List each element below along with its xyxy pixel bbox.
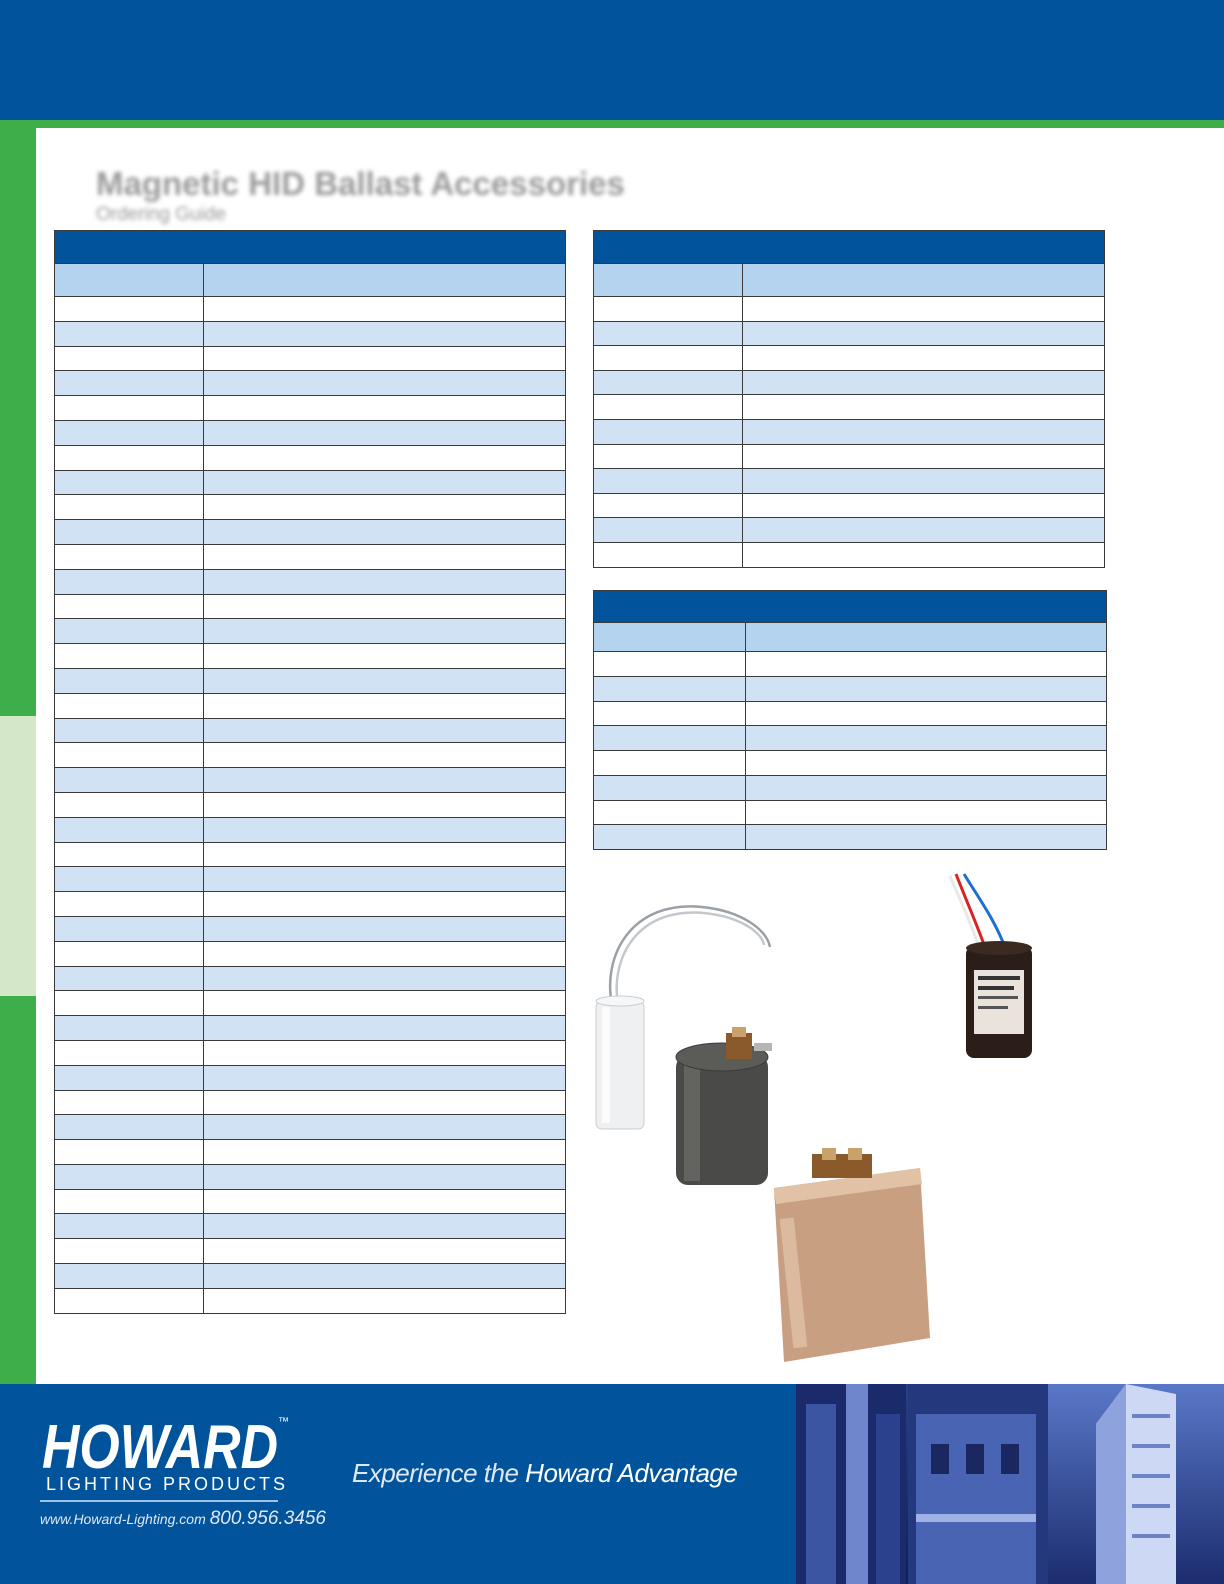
table-cell xyxy=(594,751,746,775)
table-cell xyxy=(204,1041,565,1065)
title-block xyxy=(96,164,625,226)
table-cell xyxy=(743,346,1104,370)
table-cell xyxy=(204,991,565,1015)
table-cell xyxy=(594,623,746,651)
table-cell xyxy=(55,371,204,395)
table-cell xyxy=(204,1115,565,1139)
table-row xyxy=(594,542,1104,567)
table-row xyxy=(55,594,565,619)
table-row xyxy=(55,1213,565,1238)
table-row xyxy=(594,701,1106,726)
table-row xyxy=(594,493,1104,518)
table-cell xyxy=(204,1214,565,1238)
table-row xyxy=(55,866,565,891)
table-cell xyxy=(55,570,204,594)
table-cell xyxy=(204,297,565,321)
top-banner xyxy=(0,0,1224,120)
table-cell xyxy=(204,793,565,817)
table-row xyxy=(594,444,1104,469)
side-tab-light xyxy=(0,716,36,996)
table-row xyxy=(594,468,1104,493)
table-row xyxy=(594,676,1106,701)
page-subtitle: Ordering Guide xyxy=(96,204,226,225)
table-cell xyxy=(55,867,204,891)
table-cell xyxy=(594,395,743,419)
table-cell xyxy=(594,702,746,726)
table-row xyxy=(594,824,1106,849)
table-cell xyxy=(55,1140,204,1164)
table-cell xyxy=(594,652,746,676)
table-cell xyxy=(55,967,204,991)
table-cell xyxy=(594,445,743,469)
table-cell xyxy=(594,322,743,346)
table-cell xyxy=(204,917,565,941)
table-row xyxy=(594,725,1106,750)
table-row xyxy=(55,321,565,346)
table-cell xyxy=(55,644,204,668)
table-cell xyxy=(204,545,565,569)
table-row xyxy=(594,345,1104,370)
table-cell xyxy=(55,1066,204,1090)
table-row xyxy=(55,1114,565,1139)
table-cell xyxy=(55,520,204,544)
table-cell xyxy=(594,371,743,395)
table-row xyxy=(594,800,1106,825)
footer-contact xyxy=(40,1508,326,1530)
logo-rule xyxy=(40,1500,278,1502)
table-cell xyxy=(594,726,746,750)
table-cell xyxy=(204,1016,565,1040)
table-cell xyxy=(55,768,204,792)
tagline-lead: Experience the xyxy=(352,1458,526,1488)
table-row xyxy=(55,817,565,842)
table-cell xyxy=(204,1190,565,1214)
table-header-row xyxy=(55,263,565,296)
lamp-ignitor-image xyxy=(940,870,1040,1065)
table-row xyxy=(55,1164,565,1189)
table-cell xyxy=(594,776,746,800)
table-cell xyxy=(594,469,743,493)
table-cell xyxy=(746,623,1106,651)
table-row xyxy=(55,470,565,495)
left-ordering-table xyxy=(54,230,566,1314)
table-cell xyxy=(55,669,204,693)
table-cell xyxy=(746,726,1106,750)
table-cell xyxy=(743,395,1104,419)
website-link[interactable]: www.Howard-Lighting.com xyxy=(40,1511,206,1527)
svg-text:HOWARD: HOWARD xyxy=(42,1413,278,1480)
table-cell xyxy=(55,942,204,966)
table-cell xyxy=(594,346,743,370)
table-cell xyxy=(55,264,204,296)
table-cell xyxy=(594,543,743,567)
table-cell xyxy=(743,543,1104,567)
side-tab-green-bottom xyxy=(0,996,36,1396)
table-row xyxy=(594,370,1104,395)
table-cell xyxy=(204,396,565,420)
table-cell xyxy=(55,1289,204,1313)
table-row xyxy=(594,419,1104,444)
table-cell xyxy=(55,1190,204,1214)
table-row xyxy=(594,651,1106,676)
table-row xyxy=(55,494,565,519)
table-cell xyxy=(746,652,1106,676)
table-cell xyxy=(594,518,743,542)
table-cell xyxy=(204,1289,565,1313)
table-cell xyxy=(743,445,1104,469)
table-cell xyxy=(204,322,565,346)
table-cell xyxy=(204,942,565,966)
table-header-row xyxy=(594,622,1106,651)
right-bottom-ordering-table xyxy=(593,590,1107,850)
table-header-row xyxy=(594,263,1104,296)
table-cell xyxy=(55,297,204,321)
table-cell xyxy=(204,421,565,445)
table-cell xyxy=(204,694,565,718)
table-cell xyxy=(204,520,565,544)
table-row xyxy=(55,296,565,321)
table-cell xyxy=(204,495,565,519)
table-row xyxy=(594,296,1104,321)
table-row xyxy=(55,544,565,569)
table-cell xyxy=(55,495,204,519)
table-row xyxy=(55,842,565,867)
table-row xyxy=(55,718,565,743)
table-cell xyxy=(204,1066,565,1090)
table-row xyxy=(55,1015,565,1040)
table-cell xyxy=(594,264,743,296)
table-cell xyxy=(204,818,565,842)
table-cell xyxy=(55,471,204,495)
table-cell xyxy=(594,420,743,444)
table-cell xyxy=(746,801,1106,825)
table-cell xyxy=(204,669,565,693)
oval-capacitor-image xyxy=(762,1148,932,1370)
table-cell xyxy=(594,494,743,518)
table-cell xyxy=(743,420,1104,444)
table-cell xyxy=(55,1115,204,1139)
table-cell xyxy=(55,892,204,916)
table-cell xyxy=(55,619,204,643)
table-row xyxy=(55,891,565,916)
table-row xyxy=(55,693,565,718)
table-cell xyxy=(55,1041,204,1065)
howard-logo xyxy=(40,1402,290,1480)
table-cell xyxy=(55,1016,204,1040)
table-cell xyxy=(55,719,204,743)
table-cell xyxy=(204,570,565,594)
table-cell xyxy=(55,1264,204,1288)
table-row xyxy=(55,420,565,445)
table-cell xyxy=(55,595,204,619)
table-cell xyxy=(55,793,204,817)
table-title-bar xyxy=(594,231,1104,263)
table-row xyxy=(55,1189,565,1214)
table-cell xyxy=(204,471,565,495)
table-row xyxy=(55,1238,565,1263)
table-row xyxy=(55,618,565,643)
page-title: Magnetic HID Ballast Accessories xyxy=(96,165,625,202)
table-row xyxy=(55,966,565,991)
table-cell xyxy=(55,322,204,346)
table-cell xyxy=(743,322,1104,346)
table-cell xyxy=(204,892,565,916)
table-cell xyxy=(55,421,204,445)
right-top-ordering-table xyxy=(593,230,1105,568)
table-row xyxy=(55,1065,565,1090)
table-cell xyxy=(204,867,565,891)
side-tab-green-top xyxy=(0,128,36,716)
table-row xyxy=(594,775,1106,800)
table-cell xyxy=(743,494,1104,518)
table-cell xyxy=(55,446,204,470)
logo-subtitle: LIGHTING PRODUCTS xyxy=(46,1474,289,1494)
tagline xyxy=(352,1458,737,1489)
table-row xyxy=(55,1139,565,1164)
table-cell xyxy=(55,1165,204,1189)
table-row xyxy=(594,517,1104,542)
table-cell xyxy=(204,595,565,619)
table-cell xyxy=(55,1214,204,1238)
table-cell xyxy=(55,545,204,569)
table-cell xyxy=(55,991,204,1015)
table-cell xyxy=(746,677,1106,701)
table-cell xyxy=(204,1264,565,1288)
table-cell xyxy=(204,264,565,296)
table-row xyxy=(55,1288,565,1313)
table-cell xyxy=(594,801,746,825)
table-row xyxy=(55,916,565,941)
table-cell xyxy=(746,776,1106,800)
table-cell xyxy=(55,347,204,371)
phone-number: 800.956.3456 xyxy=(209,1508,326,1529)
table-cell xyxy=(55,743,204,767)
table-cell xyxy=(743,518,1104,542)
table-cell xyxy=(204,619,565,643)
trademark-symbol: ™ xyxy=(278,1416,289,1428)
table-cell xyxy=(204,1165,565,1189)
table-cell xyxy=(204,347,565,371)
table-cell xyxy=(204,967,565,991)
table-row xyxy=(55,767,565,792)
table-cell xyxy=(55,396,204,420)
table-row xyxy=(594,750,1106,775)
table-row xyxy=(594,394,1104,419)
table-cell xyxy=(204,743,565,767)
table-cell xyxy=(594,825,746,849)
table-cell xyxy=(55,818,204,842)
table-cell xyxy=(743,297,1104,321)
table-cell xyxy=(55,1091,204,1115)
table-cell xyxy=(746,751,1106,775)
table-row xyxy=(55,519,565,544)
table-row xyxy=(55,445,565,470)
table-cell xyxy=(204,1140,565,1164)
table-cell xyxy=(204,371,565,395)
table-row xyxy=(55,1263,565,1288)
table-cell xyxy=(204,1239,565,1263)
table-row xyxy=(55,941,565,966)
table-cell xyxy=(204,768,565,792)
table-title-bar xyxy=(55,231,565,263)
table-cell xyxy=(204,843,565,867)
table-cell xyxy=(743,264,1104,296)
table-cell xyxy=(55,917,204,941)
table-cell xyxy=(594,677,746,701)
table-cell xyxy=(746,825,1106,849)
table-cell xyxy=(743,371,1104,395)
table-cell xyxy=(55,694,204,718)
table-row xyxy=(55,990,565,1015)
table-row xyxy=(55,792,565,817)
table-title-bar xyxy=(594,591,1106,622)
table-cell xyxy=(55,843,204,867)
table-row xyxy=(55,569,565,594)
tagline-brand: Howard Advantage xyxy=(525,1458,738,1488)
table-row xyxy=(55,742,565,767)
table-row xyxy=(55,395,565,420)
table-cell xyxy=(743,469,1104,493)
table-cell xyxy=(55,1239,204,1263)
table-row xyxy=(55,346,565,371)
table-cell xyxy=(594,297,743,321)
table-cell xyxy=(204,644,565,668)
table-row xyxy=(55,668,565,693)
table-cell xyxy=(204,719,565,743)
table-row xyxy=(55,1090,565,1115)
table-row xyxy=(55,370,565,395)
table-row xyxy=(594,321,1104,346)
table-row xyxy=(55,643,565,668)
green-accent-strip xyxy=(0,120,1224,128)
table-cell xyxy=(746,702,1106,726)
table-cell xyxy=(204,446,565,470)
table-cell xyxy=(204,1091,565,1115)
table-row xyxy=(55,1040,565,1065)
building-photo-collage xyxy=(796,1384,1224,1584)
